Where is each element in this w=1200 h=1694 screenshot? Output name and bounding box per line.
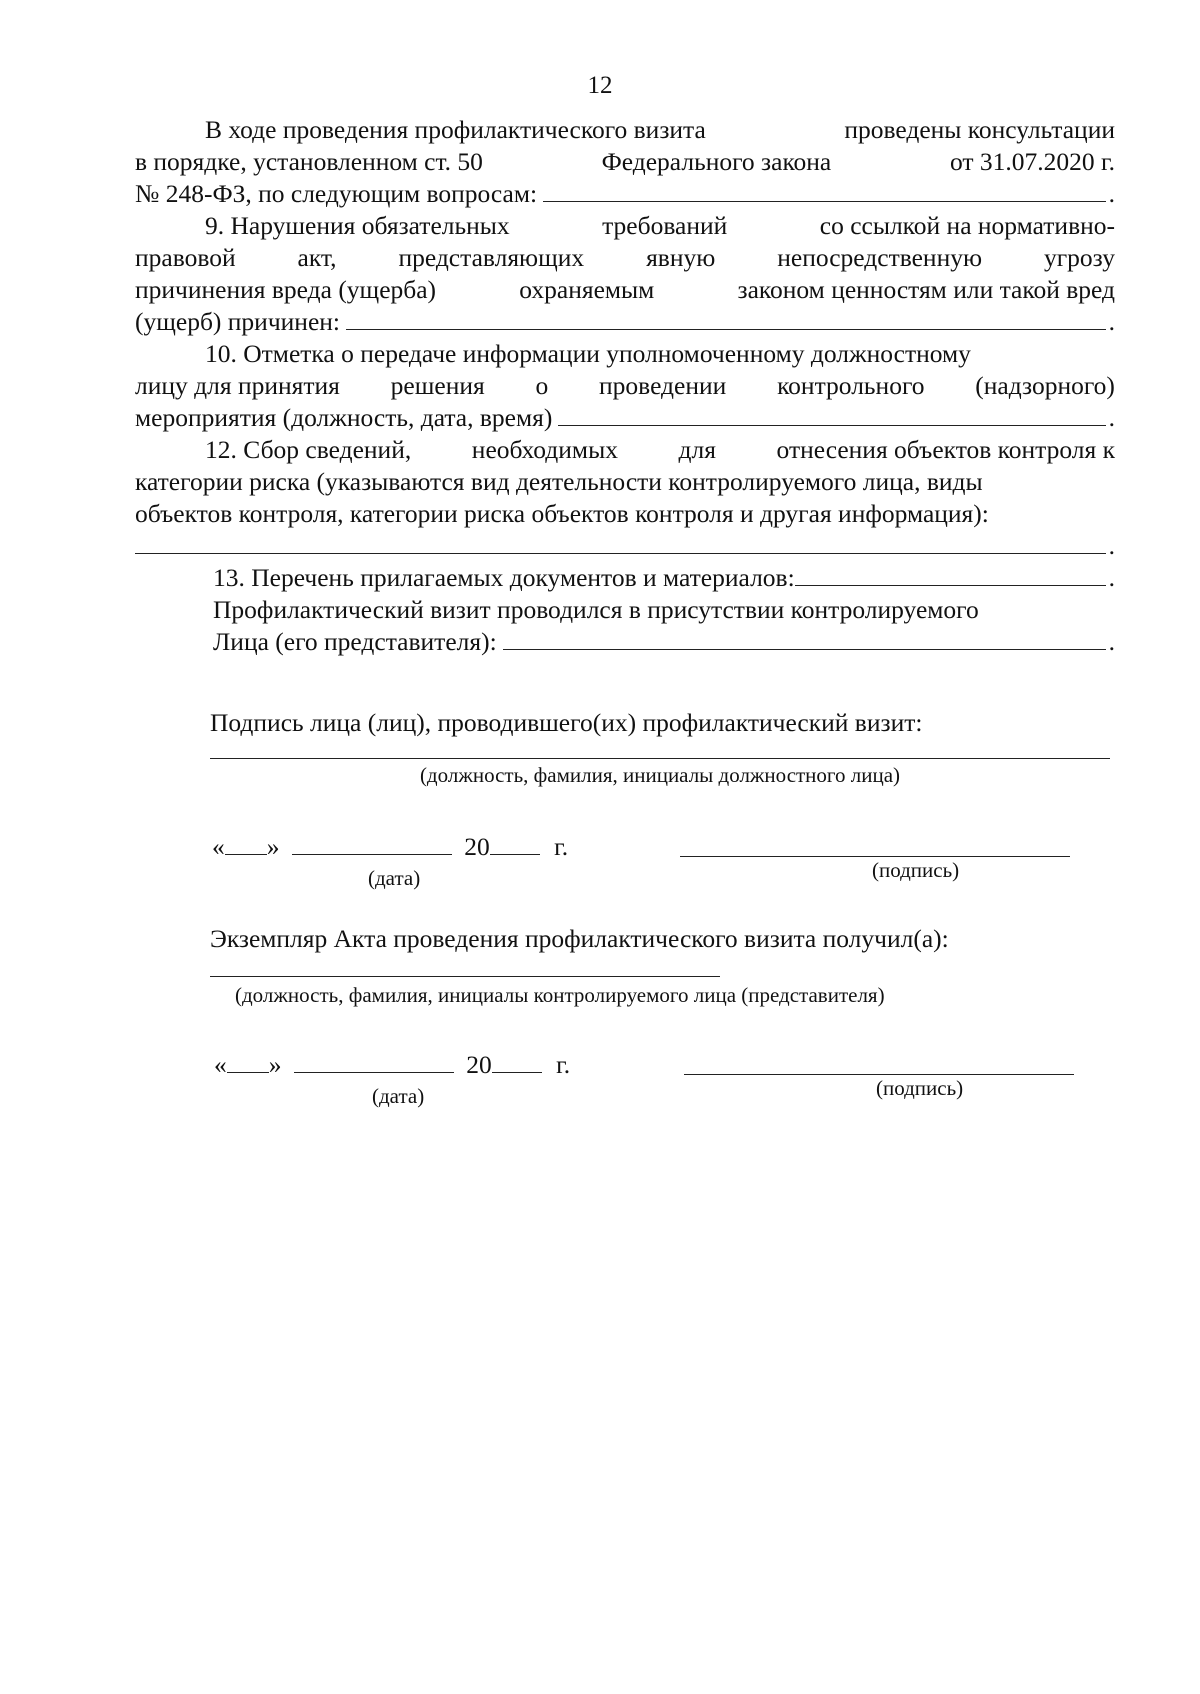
- signature-2-day-blank[interactable]: [227, 1050, 269, 1073]
- presence-line-1: Профилактический визит проводился в присутствии контролируемого: [213, 595, 979, 624]
- signature-block-recipient: [210, 922, 1110, 1008]
- consult-line-1: В ходе проведения профилактического визита проведены консультации: [205, 115, 1115, 144]
- item-10-line-3: мероприятия (должность, дата, время) .: [135, 403, 1115, 432]
- item-10-line-2: лицу для принятия решения о проведении контрольного (надзорного): [135, 371, 1115, 400]
- consult-line-2: в порядке, установленном ст. 50 Федерального закона от 31.07.2020 г.: [135, 147, 1115, 176]
- item-12-fill-blank[interactable]: [135, 531, 1106, 554]
- document-body: [135, 114, 1115, 658]
- signature-2-sign-line[interactable]: [684, 1074, 1074, 1075]
- signature-1-month-blank[interactable]: [292, 832, 452, 855]
- signature-2-date-caption: (дата): [372, 1084, 425, 1108]
- signature-1-year-blank[interactable]: [490, 832, 540, 855]
- signature-1-date-row: « » 20 г.: [212, 832, 569, 861]
- item-9-line-4: (ущерб) причинен: .: [135, 307, 1115, 336]
- presence-fill-blank[interactable]: [503, 627, 1106, 650]
- item-12-line-2: категории риска (указываются вид деятельности контролируемого лица, виды: [135, 467, 983, 496]
- signature-1-heading: Подпись лица (лиц), проводившего(их) профилактический визит:: [210, 708, 923, 737]
- item-12-line-3: объектов контроля, категории риска объектов контроля и другая информация):: [135, 499, 989, 528]
- item-9-line-3: причинения вреда (ущерба) охраняемым законом ценностям или такой вред: [135, 275, 1115, 304]
- item-9-fill-blank[interactable]: [346, 307, 1106, 330]
- item-13-fill-blank[interactable]: [795, 563, 1106, 586]
- item-12-line-1: 12. Сбор сведений, необходимых для отнесения объектов контроля к: [205, 435, 1115, 464]
- signature-1-sign-line[interactable]: [680, 856, 1070, 857]
- item-13-line: 13. Перечень прилагаемых документов и материалов: .: [213, 563, 1115, 592]
- signature-1-sign-caption: (подпись): [872, 858, 960, 882]
- signature-2-year-blank[interactable]: [492, 1050, 542, 1073]
- signature-2-date-row: « » 20 г.: [214, 1050, 571, 1079]
- signature-1-caption: (должность, фамилия, инициалы должностного лица): [419, 763, 901, 787]
- signature-1-date-caption: (дата): [368, 866, 421, 890]
- signature-2-caption: (должность, фамилия, инициалы контролируемого лица (представителя): [235, 983, 885, 1007]
- item-12-line-4: .: [135, 530, 1115, 562]
- signature-2-month-blank[interactable]: [294, 1050, 454, 1073]
- item-10-line-1: 10. Отметка о передаче информации уполномоченному должностному: [205, 339, 971, 368]
- consult-line-3: № 248-ФЗ, по следующим вопросам: .: [135, 179, 1115, 208]
- signature-block-inspector: [210, 706, 1110, 788]
- item-10-fill-blank[interactable]: [558, 403, 1105, 426]
- page-number: 12: [587, 72, 613, 99]
- signature-2-heading: Экземпляр Акта проведения профилактического визита получил(а):: [210, 924, 949, 953]
- signature-1-name-line[interactable]: [210, 758, 1110, 759]
- signature-1-day-blank[interactable]: [225, 832, 267, 855]
- consult-fill-blank[interactable]: [543, 179, 1106, 202]
- presence-line-2: Лица (его представителя): .: [213, 627, 1115, 656]
- item-9-line-2: правовой акт, представляющих явную непосредственную угрозу: [135, 243, 1115, 272]
- signature-2-sign-caption: (подпись): [876, 1076, 964, 1100]
- item-9-line-1: 9. Нарушения обязательных требований со ссылкой на нормативно-: [205, 211, 1115, 240]
- signature-2-name-line[interactable]: [210, 976, 720, 977]
